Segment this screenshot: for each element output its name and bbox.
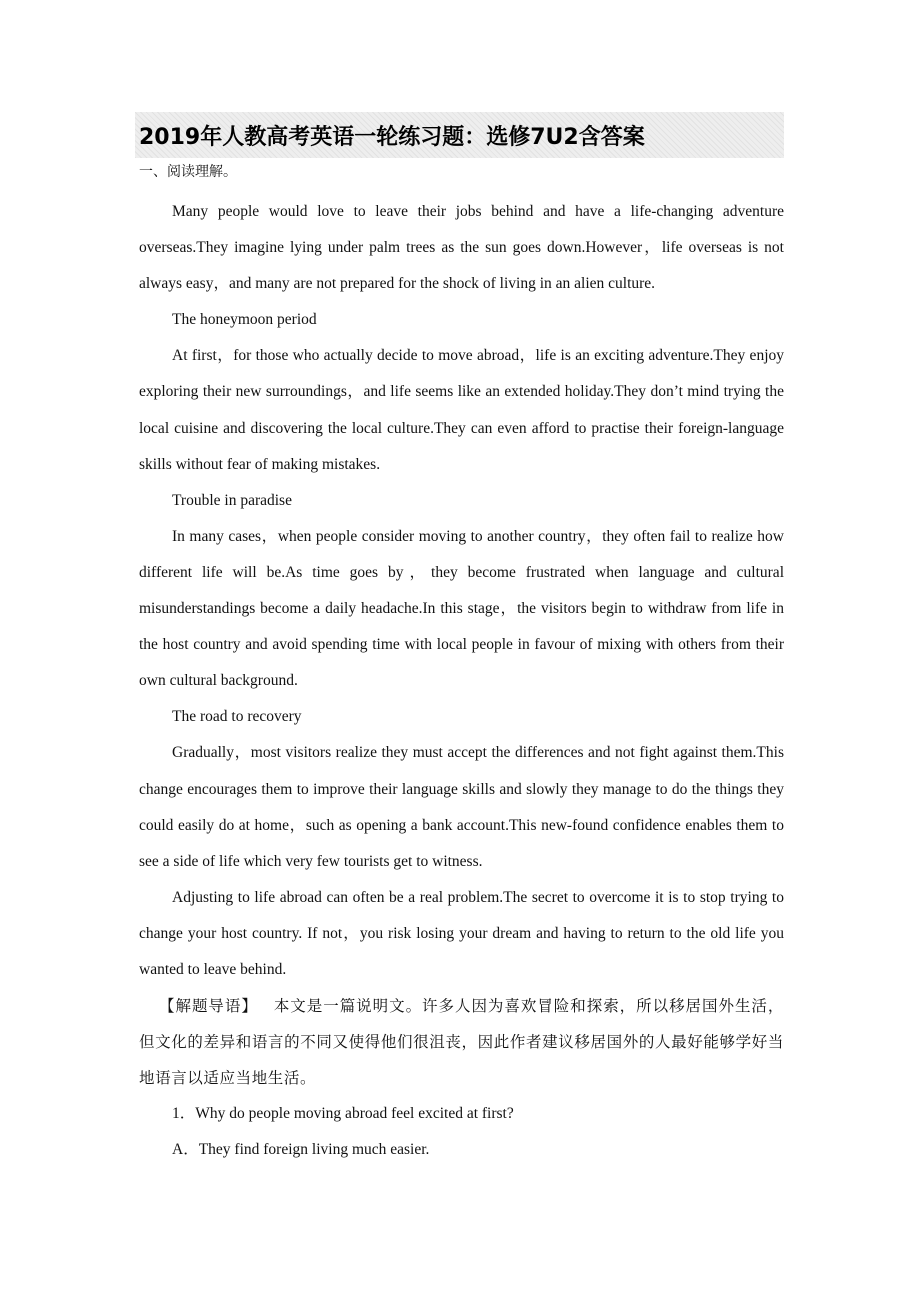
reading-guide-label: 【解题导语】 (159, 997, 258, 1016)
page-title: 2019年人教高考英语一轮练习题：选修7U2含答案 (139, 124, 645, 150)
subheading-honeymoon: The honeymoon period (172, 311, 317, 329)
paragraph-recovery: Gradually，most visitors realize they must accept the differences and not fight against them.This change encourages them to improve their language skills and slowly they manage to do the things they could easily do at home，such as opening a bank account.This new-found confidence enables them to see a side of life which very few tourists get to witness. (139, 744, 784, 870)
document-page (139, 112, 784, 1168)
paragraph-trouble: In many cases，when people consider moving to another country，they often fail to realize how different life will be.As time goes by，they become frustrated when language and cultural misunderstandings become a daily headache.In this stage，the visitors begin to withdraw from life in the host country and avoid spending time with local people in favour of mixing with others from their own cultural background. (139, 527, 784, 690)
paragraph-honeymoon: At first，for those who actually decide to move abroad，life is an exciting adventure.They enjoy exploring their new surroundings，and life seems like an extended holiday.They don’t mind trying the local cuisine and discovering the local culture.They can even afford to practise their foreign-language skills without fear of making mistakes. (139, 347, 784, 473)
section-heading-reading: 一、阅读理解。 (139, 164, 237, 180)
reading-guide (139, 988, 784, 1096)
subheading-trouble: Trouble in paradise (172, 491, 292, 509)
intro-paragraph: Many people would love to leave their jobs behind and have a life-changing adventure overseas.They imagine lying under palm trees as the sun goes down.However，life overseas is not always easy，and many are not prepared for the shock of living in an alien culture. (139, 203, 784, 293)
question-1-option-a: A．They find foreign living much easier. (172, 1141, 430, 1159)
reading-guide-text: 本文是一篇说明文。许多人因为喜欢冒险和探索，所以移居国外生活，但文化的差异和语言的不同又使得他们很沮丧，因此作者建议移居国外的人最好能够学好当地语言以适应当地生活。 (139, 997, 784, 1088)
question-1: 1．Why do people moving abroad feel excited at first? (172, 1105, 514, 1123)
title-banner (135, 112, 784, 158)
paragraph-conclusion: Adjusting to life abroad can often be a real problem.The secret to overcome it is to stop trying to change your host country. If not，you risk losing your dream and having to return to the old life you wanted to leave behind. (139, 888, 784, 978)
subheading-recovery: The road to recovery (172, 708, 302, 726)
